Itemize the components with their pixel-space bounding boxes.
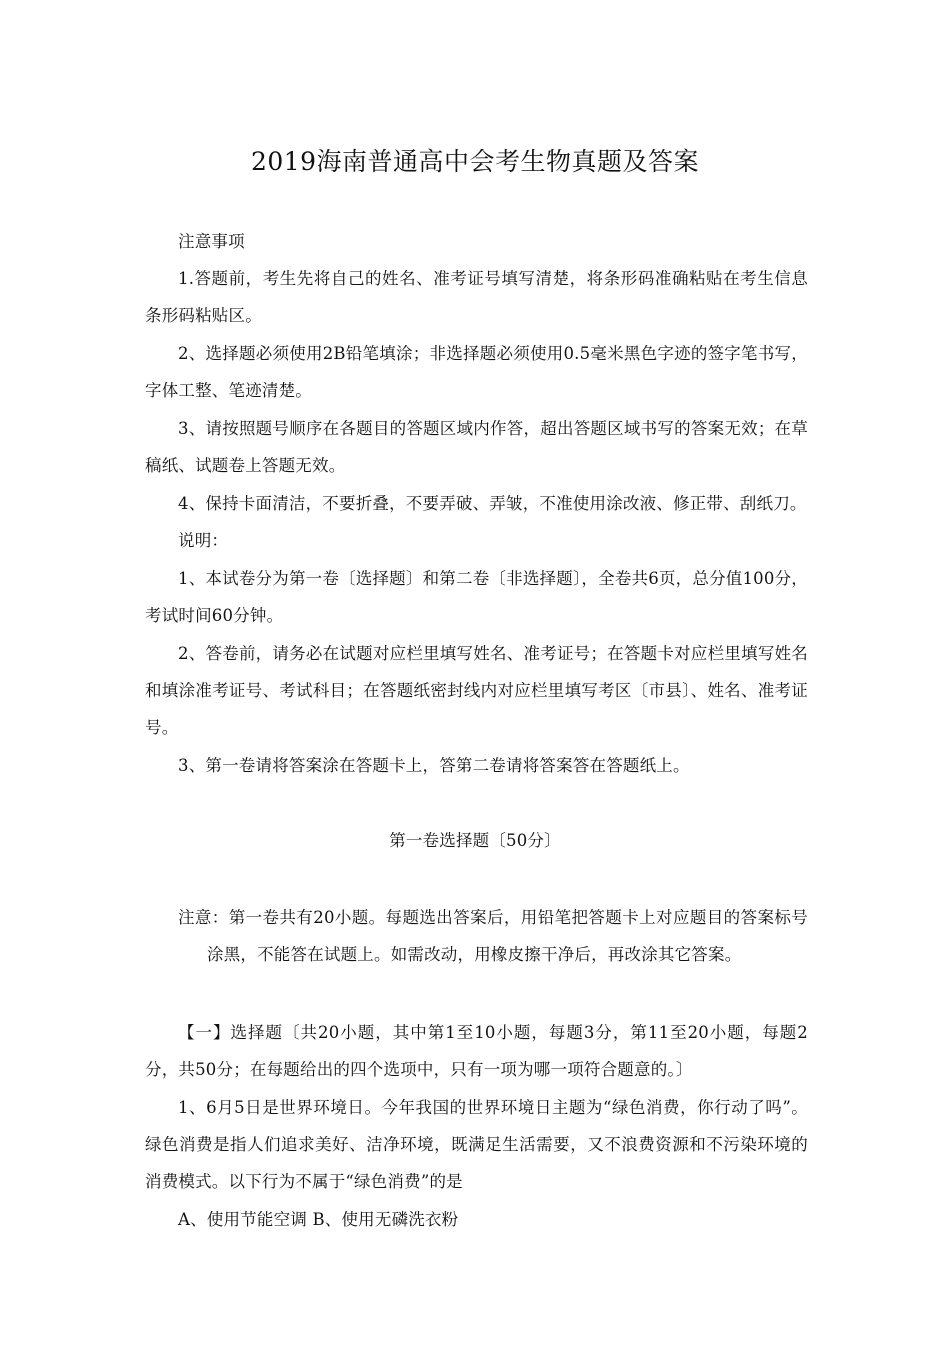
notice-heading: 注意事项 — [178, 232, 245, 251]
explain-2-line-2: 和填涂准考证号、考试科目；在答题纸密封线内对应栏里填写考区〔市县〕、姓名、准考证 — [145, 681, 808, 700]
document-title: 2019海南普通高中会考生物真题及答案 — [250, 147, 700, 176]
question-1-line-2: 绿色消费是指人们追求美好、洁净环境，既满足生活需要，又不浪费资源和不污染环境的 — [145, 1135, 808, 1154]
part-one-line-1: 【一】选择题〔共20小题，其中第1至10小题，每题3分，第11至20小题，每题2 — [178, 1023, 808, 1042]
explain-2-line-3: 号。 — [145, 718, 179, 737]
notice-1-line-2: 条形码粘贴区。 — [145, 306, 262, 325]
section-note-line-1: 注意：第一卷共有20小题。每题选出答案后，用铅笔把答题卡上对应题目的答案标号 — [178, 908, 808, 927]
question-1-line-1: 1、6月5日是世界环境日。今年我国的世界环境日主题为“绿色消费，你行动了吗”。 — [178, 1098, 808, 1117]
explain-heading: 说明： — [178, 531, 229, 550]
notice-1-line-1: 1.答题前，考生先将自己的姓名、准考证号填写清楚，将条形码准确粘贴在考生信息 — [178, 269, 808, 288]
notice-2-line-1: 2、选择题必须使用2B铅笔填涂；非选择题必须使用0.5毫米黑色字迹的签字笔书写， — [178, 344, 808, 363]
explain-2-line-1: 2、答卷前，请务必在试题对应栏里填写姓名、准考证号；在答题卡对应栏里填写姓名 — [178, 644, 808, 663]
notice-2-line-2: 字体工整、笔迹清楚。 — [145, 381, 312, 400]
question-1-line-3: 消费模式。以下行为不属于“绿色消费”的是 — [145, 1172, 463, 1191]
notice-3-line-1: 3、请按照题号顺序在各题目的答题区域内作答，超出答题区域书写的答案无效；在草 — [178, 419, 808, 438]
question-1-options: A、使用节能空调 B、使用无磷洗衣粉 — [178, 1210, 459, 1229]
section-title: 第一卷选择题〔50分〕 — [389, 831, 561, 850]
section-note-line-2: 涂黑，不能答在试题上。如需改动，用橡皮擦干净后，再改涂其它答案。 — [207, 945, 742, 964]
explain-1-line-1: 1、本试卷分为第一卷〔选择题〕和第二卷〔非选择题〕，全卷共6页，总分值100分， — [178, 569, 808, 588]
notice-4-line-1: 4、保持卡面清洁，不要折叠，不要弄破、弄皱，不准使用涂改液、修正带、刮纸刀。 — [178, 494, 807, 513]
explain-1-line-2: 考试时间60分钟。 — [145, 606, 284, 625]
notice-3-line-2: 稿纸、试题卷上答题无效。 — [145, 456, 346, 475]
part-one-line-2: 分，共50分；在每题给出的四个选项中，只有一项为哪一项符合题意的。〕 — [145, 1060, 693, 1079]
explain-3-line-1: 3、第一卷请将答案涂在答题卡上，答第二卷请将答案答在答题纸上。 — [178, 756, 690, 775]
